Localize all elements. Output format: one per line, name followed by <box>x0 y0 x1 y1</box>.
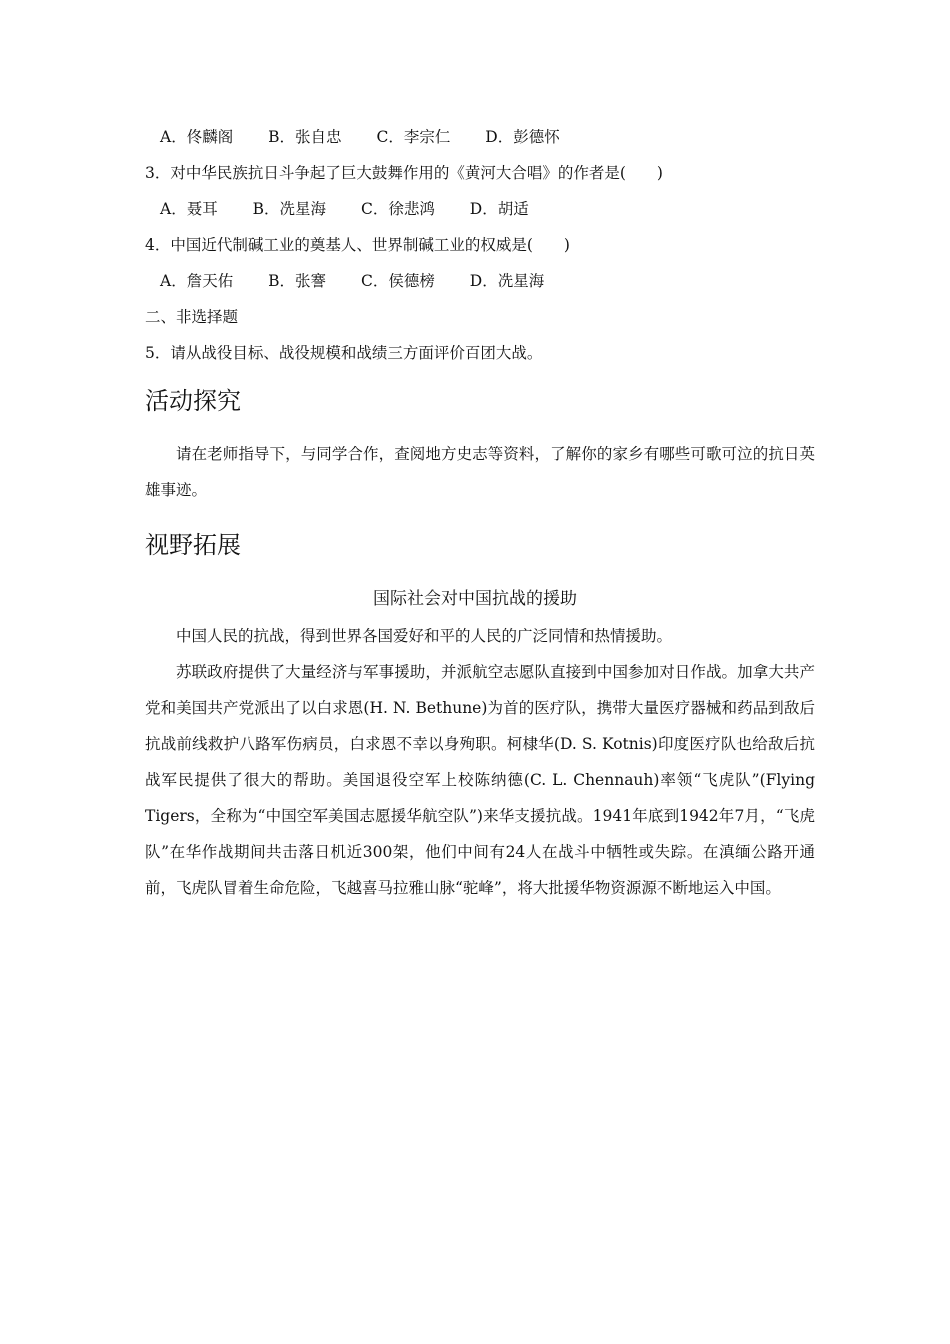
activity-heading: 活动探究 <box>145 387 241 415</box>
article-title: 国际社会对中国抗战的援助 <box>373 589 577 609</box>
q4-stem: 4．中国近代制碱工业的奠基人、世界制碱工业的权威是( ) <box>145 236 570 254</box>
q3-option-b: B．冼星海 <box>252 200 327 218</box>
activity-text: 请在老师指导下，与同学合作，查阅地方史志等资料，了解你的家乡有哪些可歌可泣的抗日英雄事迹。 <box>145 445 815 499</box>
q4-option-c: C．侯德榜 <box>360 272 435 290</box>
q3-option-a: A．聂耳 <box>160 200 218 218</box>
q4-option-a: A．詹天佑 <box>160 272 234 290</box>
q4-option-b: B．张謇 <box>268 272 327 290</box>
q3-option-c: C．徐悲鸿 <box>360 200 435 218</box>
q2-option-d: D．彭德怀 <box>485 128 560 146</box>
q4-options <box>160 271 574 291</box>
q3-option-d: D．胡适 <box>469 200 529 218</box>
q2-option-a: A．佟麟阁 <box>160 128 234 146</box>
q2-options <box>160 127 590 147</box>
article-paragraph-1: 中国人民的抗战，得到世界各国爱好和平的人民的广泛同情和热情援助。 <box>176 627 673 645</box>
q3-stem: 3．对中华民族抗日斗争起了巨大鼓舞作用的《黄河大合唱》的作者是( ) <box>145 164 663 182</box>
q3-options <box>160 199 559 219</box>
q4-option-d: D．冼星海 <box>469 272 545 290</box>
q2-option-b: B．张自忠 <box>268 128 342 146</box>
q5-stem: 5．请从战役目标、战役规模和战绩三方面评价百团大战。 <box>145 344 543 362</box>
section-heading-non-choice: 二、非选择题 <box>145 308 239 326</box>
extension-heading: 视野拓展 <box>145 531 241 559</box>
q2-option-c: C．李宗仁 <box>376 128 451 146</box>
article-paragraph-2: 苏联政府提供了大量经济与军事援助，并派航空志愿队直接到中国参加对日作战。加拿大共产党和美国共产党派出了以白求恩(H. N. Bethune)为首的医疗队，携带大量医疗器械和药品到敌后抗战前线救护八路军伤病员，白求恩不幸以身殉职。柯棣华(D. S. Kotnis)印度医疗队也给敌后抗战军民提供了很大的帮助。美国退役空军上校陈纳德(C. L. Chennauh)率领“飞虎队”(Flying Tigers，全称为“中国空军美国志愿援华航空队”)来华支援抗战。1941年底到1942年7月，“飞虎队”在华作战期间共击落日机近300架，他们中间有24人在战斗中牺牲或失踪。在滇缅公路开通前，飞虎队冒着生命危险，飞越喜马拉雅山脉“驼峰”，将大批援华物资源源不断地运入中国。 <box>145 663 815 897</box>
